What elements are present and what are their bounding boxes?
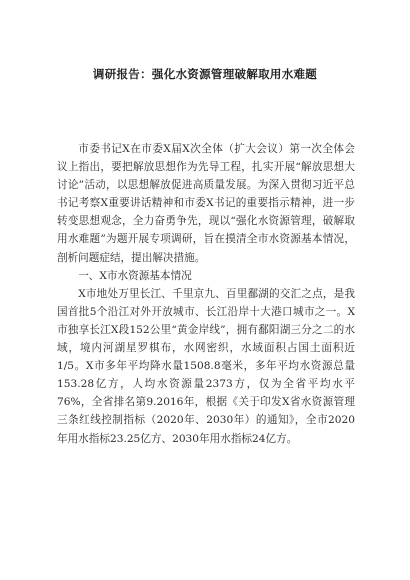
document-title: 调研报告：强化水资源管理破解取用水难题 — [92, 67, 318, 81]
paragraph-water-situation: X市地处万里长江、千里京九、百里鄱湖的交汇之点，是我国首批5个沿江对外开放城市、长江沿岸十大港口城市之一。X市独享长江X段152公里“黄金岸线”，拥有鄱阳湖三分之二的水域，境内河湖星罗棋布，水网密织，水域面积占国土面积近1/5。X市多年平均降水量1508.8毫米，多年平均水资源总量153.28亿方，人均水资源量2373方，仅为全省平均水平76%，全省排名第9.2016年，根据《关于印发X省水资源管理三条红线控制指标（2020年、2030年）的通知》，全市2020年用水指标23.25亿方、2030年用水指标24亿方。 — [57, 287, 355, 445]
document-body — [57, 140, 355, 448]
paragraph-intro: 市委书记X在市委X届X次全体（扩大会议）第一次全体会议上指出，要把解放思想作为先导工程，扎实开展“解放思想大讨论”活动，以思想解放促进高质量发展。为深入贯彻习近平总书记考察X重要讲话精神和市委X书记的重要指示精神，进一步转变思想观念，全力奋勇争先，现以“强化水资源管理，破解取用水难题”为题开展专项调研，旨在摸清全市水资源基本情况，剖析问题症结，提出解决措施。 — [57, 143, 355, 264]
section-heading: 一、X市水资源基本情况 — [78, 269, 192, 282]
